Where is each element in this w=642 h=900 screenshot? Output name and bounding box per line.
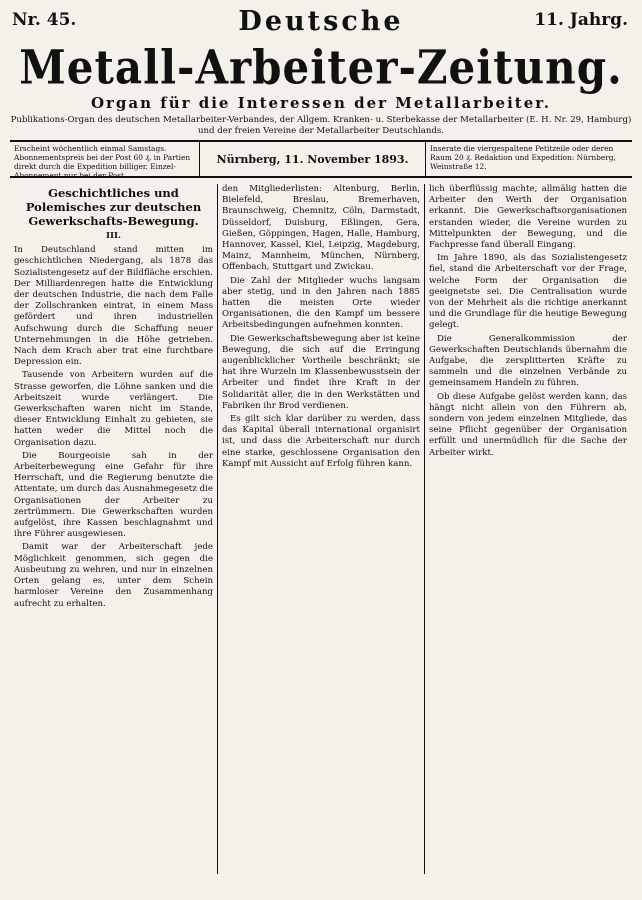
paragraph: den Mitgliederlisten: Altenburg, Berlin, Bielefeld, Breslau, Bremerhaven, Braunschweig, Chemnitz, Cöln, Darmstadt, Düsseldorf, Duisburg, Eßlingen, Gera, Gießen, Göppingen, Hagen, Halle, Hamburg, Hannover, Kassel, Kiel, Leipzig, Magdeburg, Mainz, Mannheim, München, Nürnberg, Offenbach, Stuttgart und Zwickau. bbox=[222, 184, 420, 273]
paragraph: Tausende von Arbeitern wurden auf die Strasse geworfen, die Löhne sanken und die Arbeitszeit wurde verlängert. Die Gewerkschaften waren nicht im Stande, dieser Entwicklung Einhalt zu gebieten, sie hatten weder die Mittel noch die Organisation dazu. bbox=[14, 370, 213, 448]
publication-line: Publikations-Organ des deutschen Metallarbeiter-Verbandes, der Allgem. Kranken- u. Sterbekasse der Metallarbeiter (E. H. Nr. 29, Hamburg) und der freien Vereine der Metallarbeiter Deutschlands. bbox=[10, 115, 632, 136]
column-1 bbox=[10, 184, 217, 874]
paragraph: Die Bourgeoisie sah in der Arbeiterbewegung eine Gefahr für ihre Herrschaft, und die Regierung benutzte die Attentate, um durch das Ausnahmegesetz die Organisationen der Arbeiter zu zertrümmern. Die Gewerkschaften wurden aufgelöst, ihre Kassen beschlagnahmt und ihre Führer ausgewiesen. bbox=[14, 450, 213, 540]
article-part: III. bbox=[105, 231, 122, 241]
article-title: Geschichtliches und Polemisches zur deutschen Gewerkschafts-Bewegung. bbox=[25, 186, 202, 228]
paragraph: Ob diese Aufgabe gelöst werden kann, das hängt nicht allein von den Führern ab, sondern von jedem einzelnen Mitgliede, das seine Pflicht gegenüber der Organisation erfüllt und unermüdlich für die Sache der Arbeiter wirkt. bbox=[429, 391, 627, 458]
paragraph: Die Zahl der Mitglieder wuchs langsam aber stetig, und in den Jahren nach 1885 hatten die meisten Orte wieder Organisationen, die den Kampf um bessere Arbeitsbedingungen aufnehmen konnten. bbox=[222, 275, 420, 331]
subscription-info: Erscheint wöchentlich einmal Samstags. Abonnementspreis bei der Post 60 ₰, in Partien direkt durch die Expedition billiger. Einzel-Abonnement nur bei der Post. bbox=[10, 142, 200, 176]
info-bar bbox=[10, 140, 632, 178]
volume-year: 11. Jahrg. bbox=[534, 10, 628, 30]
paragraph: Die Generalkommission der Gewerkschaften Deutschlands übernahm die Aufgabe, die zersplitterten Kräfte zu sammeln und die einzelnen Verbände zu gemeinsamem Handeln zu führen. bbox=[429, 333, 627, 389]
newspaper-title: Metall-Arbeiter-Zeitung. bbox=[19, 40, 623, 95]
issue-number: Nr. 45. bbox=[12, 10, 77, 30]
paragraph: lich überflüssig machte, allmälig hatten die Arbeiter den Werth der Organisation erkannt. Die Gewerkschaftsorganisationen erstanden wieder, die Vereine wurden zu Mittelpunkten der Bewegung, und die Fachpresse fand überall Eingang. bbox=[429, 184, 627, 251]
paragraph: In Deutschland stand mitten im geschichtlichen Niedergang, als 1878 das Sozialistengesetz auf der Bildfläche erschien. Der Milliardenregen hatte die Entwicklung der deutschen Industrie, die nach dem Falle der Zollschranken eintrat, in einem Mass gefördert und ihren industriellen Aufschwung durch die Schaffung neuer Unternehmungen in die Höhe getrieben. Nach dem Krach aber trat eine furchtbare Depression ein. bbox=[14, 245, 213, 368]
paragraph: Im Jahre 1890, als das Sozialistengesetz fiel, stand die Arbeiterschaft vor der Frage, welche Form der Organisation die geeignetste sei. Die Centralisation wurde von der Mehrheit als die richtige anerkannt und die Grundlage für die heutige Bewegung gelegt. bbox=[429, 253, 627, 331]
issue-date: Nürnberg, 11. November 1893. bbox=[200, 142, 426, 176]
paragraph: Die Gewerkschaftsbewegung aber ist keine Bewegung, die sich auf die Erringung augenblicklicher Vortheile beschränkt; sie hat ihre Wurzeln im Klassenbewusstsein der Arbeiter und findet ihre Kraft in der Solidarität aller, die in den Werkstätten und Fabriken ihr Brod verdienen. bbox=[222, 333, 420, 411]
masthead-deutsche: Deutsche bbox=[238, 6, 404, 37]
newspaper-subtitle: Organ für die Interessen der Metallarbeiter. bbox=[90, 94, 552, 112]
paragraph: Damit war der Arbeiterschaft jede Möglichkeit genommen, sich gegen die Ausbeutung zu wehren, und nur in einzelnen Orten gelang es, unter dem Schein harmloser Vereine den Zusammenhang aufrecht zu erhalten. bbox=[14, 542, 213, 609]
column-3 bbox=[424, 184, 631, 874]
paragraph: Es gilt sich klar darüber zu werden, dass das Kapital überall international organisirt ist, und dass die Arbeiterschaft nur durch eine starke, geschlossene Organisation den Kampf mit Aussicht auf Erfolg führen kann. bbox=[222, 414, 420, 469]
article-columns bbox=[10, 184, 632, 874]
masthead-top bbox=[10, 6, 632, 40]
column-2 bbox=[217, 184, 424, 874]
advertising-info: Inserate die viergespaltene Petitzeile oder deren Raum 20 ₰. Redaktion und Expedition: Nürnberg, Weinstraße 12. bbox=[430, 144, 616, 171]
